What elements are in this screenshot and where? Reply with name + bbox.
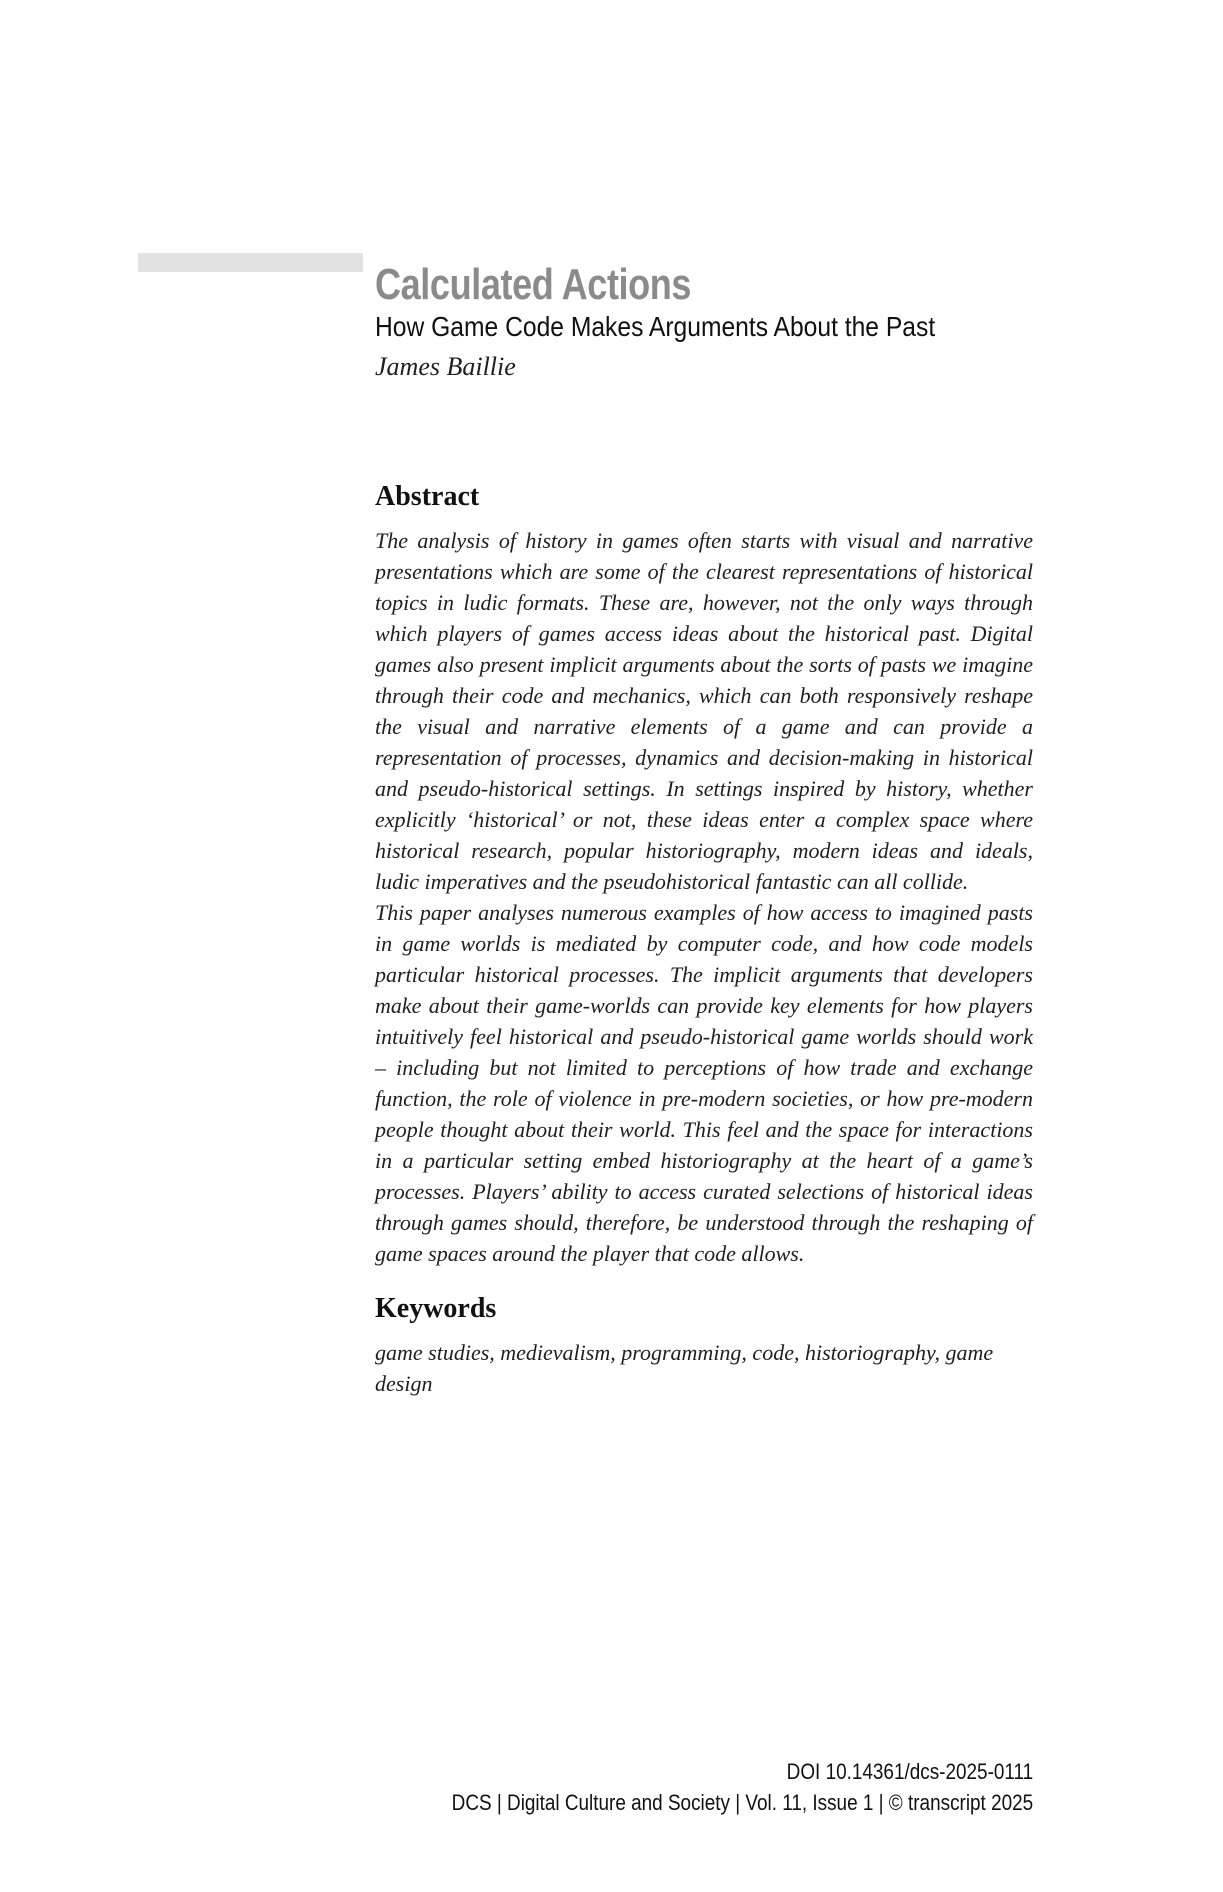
abstract-heading: Abstract — [375, 481, 480, 512]
page-title: Calculated Actions — [375, 260, 692, 310]
title-decoration-bar — [138, 253, 363, 272]
author-name: James Baillie — [375, 352, 516, 381]
article-body-column — [375, 481, 1033, 1399]
keywords-heading: Keywords — [375, 1293, 497, 1324]
journal-info-text: DCS | Digital Culture and Society | Vol. 11, Issue 1 | © transcript 2025 — [451, 1790, 1033, 1815]
abstract-text — [375, 525, 1033, 1269]
page-subtitle: How Game Code Makes Arguments About the Past — [375, 311, 936, 343]
keywords-text: game studies, medievalism, programming, code, historiography, game design — [375, 1340, 994, 1396]
page-footer — [357, 1756, 1033, 1818]
doi-text: DOI 10.14361/dcs-2025-0111 — [786, 1759, 1033, 1784]
abstract-paragraph: This paper analyses numerous examples of how access to imagined pasts in game worlds is mediated by computer code, and how code models particular historical processes. The implicit arguments that developers make about their game-worlds can provide key elements for how players intuitively feel historical and pseudo-historical game worlds should work – including but not limited to perceptions of how trade and exchange function, the role of violence in pre-modern societies, or how pre-modern people thought about their world. This feel and the space for interactions in a particular setting embed historiography at the heart of a game’s processes. Players’ ability to access curated selections of historical ideas through games should, therefore, be understood through the reshaping of game spaces around the player that code allows. — [375, 900, 1033, 1266]
abstract-paragraph: The analysis of history in games often starts with visual and narrative presentations which are some of the clearest representations of historical topics in ludic formats. These are, however, not the only ways through which players of games access ideas about the historical past. Digital games also present implicit arguments about the sorts of pasts we imagine through their code and mechanics, which can both responsively reshape the visual and narrative elements of a game and can provide a representation of processes, dynamics and decision-making in historical and pseudo-historical settings. In settings inspired by history, whether explicitly ‘historical’ or not, these ideas enter a complex space where historical research, popular historiography, modern ideas and ideals, ludic imperatives and the pseudohistorical fantastic can all collide. — [375, 528, 1033, 894]
